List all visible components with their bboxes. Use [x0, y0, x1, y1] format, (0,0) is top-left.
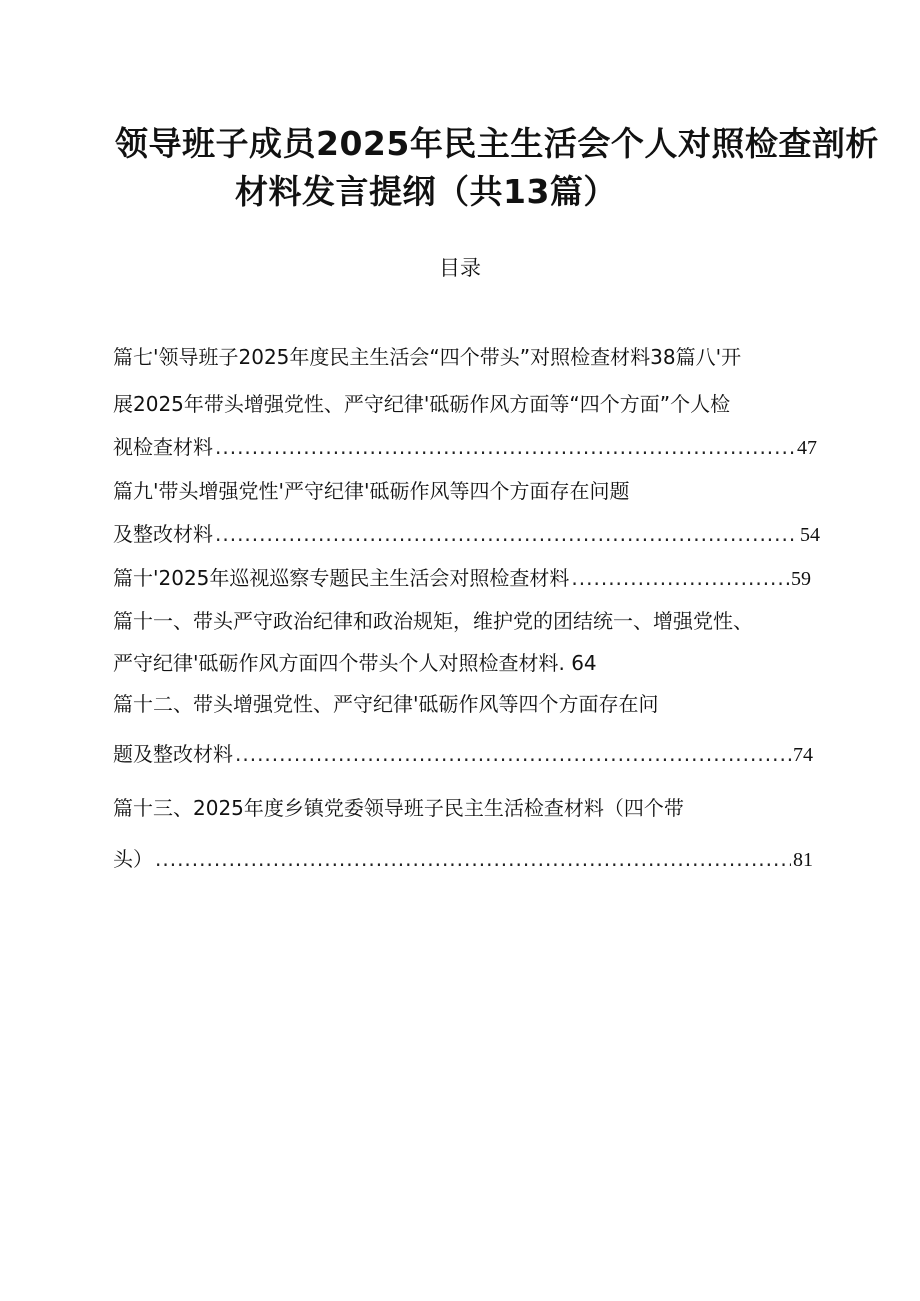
toc-entry-row [113, 519, 820, 550]
dot-leader [571, 563, 789, 593]
dot-leader [235, 739, 791, 769]
toc-line-2: 展2025年带头增强党性、严守纪律'砥砺作风方面等“四个方面”个人检 [113, 392, 731, 416]
document-title-line-1: 领导班子成员2025年民主生活会个人对照检查剖析 [115, 124, 879, 163]
toc-line-11: 篇十三、2025年度乡镇党委领导班子民主生活检查材料（四个带 [113, 796, 684, 820]
toc-line-1: 篇七'领导班子2025年度民主生活会“四个带头”对照检查材料38篇八'开 [113, 345, 742, 369]
toc-line-8: 严守纪律'砥砺作风方面四个带头个人对照检查材料. 64 [113, 651, 597, 675]
dot-leader [155, 844, 791, 874]
toc-entry-text: 及整改材料 [113, 522, 213, 546]
toc-page-number: 74 [793, 744, 813, 766]
dot-leader [215, 519, 798, 549]
toc-entry-row [113, 563, 811, 594]
toc-entry-row [113, 844, 813, 875]
toc-page-number: 81 [793, 849, 813, 871]
document-title-line-2: 材料发言提纲（共13篇） [235, 172, 617, 211]
toc-entry-row [113, 739, 813, 770]
toc-page-number: 54 [800, 524, 820, 546]
toc-page-number: 59 [791, 568, 811, 590]
toc-line-7: 篇十一、带头严守政治纪律和政治规矩，维护党的团结统一、增强党性、 [113, 609, 753, 633]
toc-page-number: 47 [797, 437, 817, 459]
toc-line-4: 篇九'带头增强党性'严守纪律'砥砺作风等四个方面存在问题 [113, 479, 630, 503]
dot-leader [215, 432, 795, 462]
toc-entry-row [113, 432, 817, 463]
toc-entry-text: 题及整改材料 [113, 742, 233, 766]
toc-entry-text: 篇十'2025年巡视巡察专题民主生活会对照检查材料 [113, 566, 570, 590]
toc-heading: 目录 [439, 256, 481, 280]
toc-entry-text: 视检查材料 [113, 435, 213, 459]
toc-line-9: 篇十二、带头增强党性、严守纪律'砥砺作风等四个方面存在问 [113, 692, 659, 716]
toc-entry-text: 头） [113, 847, 153, 871]
